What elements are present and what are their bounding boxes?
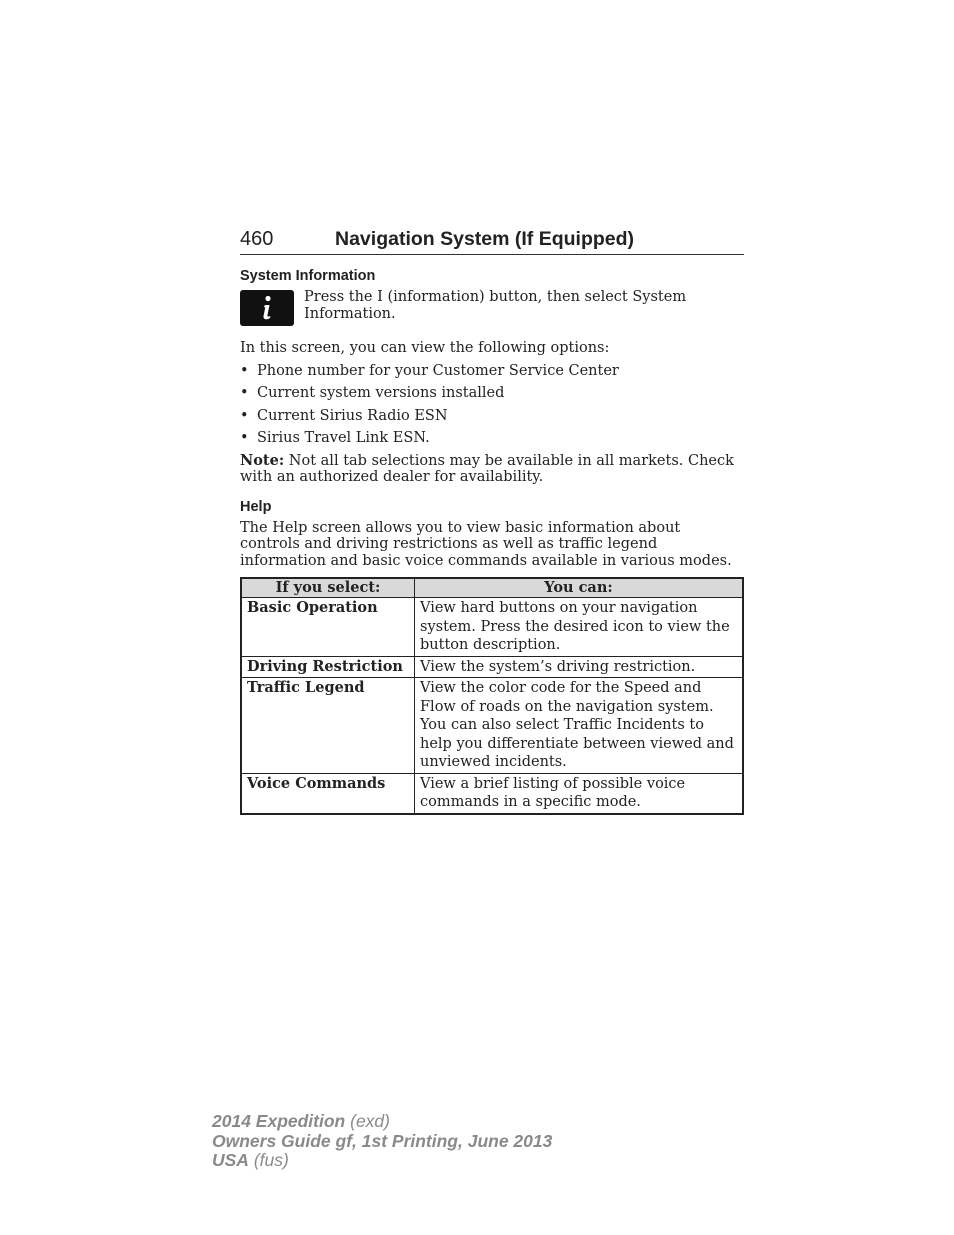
availability-note [240,453,744,486]
section-title-help: Help [240,498,272,515]
table-header-row [241,578,743,598]
bullet-icon: • [240,385,249,401]
table-cell-description: View a brief listing of possible voice commands in a specific mode. [415,773,744,814]
help-options-table [240,577,744,815]
print-footer [212,1112,552,1171]
table-row [241,598,743,657]
column-header: You can: [415,578,744,598]
list-item: • Current system versions installed [240,385,505,401]
list-item: • Sirius Travel Link ESN. [240,430,430,446]
help-description: The Help screen allows you to view basic information about controls and driving restrictions as well as traffic legend information and basic voice commands available in various modes. [240,519,732,569]
table-row [241,773,743,814]
manual-page [240,228,744,815]
table-cell-selection: Basic Operation [241,598,415,657]
page-header [240,228,744,255]
table-cell-description: View the system’s driving restriction. [415,656,744,678]
note-text: Not all tab selections may be available in all markets. Check with an authorized dealer for availability. [240,452,734,485]
bullet-icon: • [240,362,249,379]
list-item: • Phone number for your Customer Service Center [240,362,619,379]
table-row [241,678,743,774]
options-list [240,363,744,447]
table-cell-description: View the color code for the Speed and Flow of roads on the navigation system. You can also select Traffic Incidents to help you differentiate between viewed and unviewed incidents. [415,678,744,774]
chapter-title: Navigation System (If Equipped) [335,228,635,250]
bullet-icon: • [240,430,249,446]
table-cell-selection: Voice Commands [241,773,415,814]
info-instruction-row [240,289,744,326]
footer-line-printing: Owners Guide gf, 1st Printing, June 2013 [212,1130,553,1151]
info-instruction-text: Press the I (information) button, then select System Information. [304,289,687,322]
table-row [241,656,743,678]
list-item: • Current Sirius Radio ESN [240,407,448,424]
note-label: Note: [240,451,285,469]
footer-line-model: 2014 Expedition (exd) [212,1111,390,1131]
table-cell-description: View hard buttons on your navigation system. Press the desired icon to view the button description. [415,598,744,657]
column-header: If you select: [241,578,415,598]
information-i-icon [240,290,294,326]
table-cell-selection: Traffic Legend [241,678,415,774]
section-title-system-information: System Information [240,268,376,284]
page-number: 460 [240,228,274,250]
table-cell-selection: Driving Restriction [241,656,415,678]
options-intro: In this screen, you can view the following options: [240,340,610,356]
footer-line-market: USA (fus) [212,1150,289,1170]
bullet-icon: • [240,407,249,424]
